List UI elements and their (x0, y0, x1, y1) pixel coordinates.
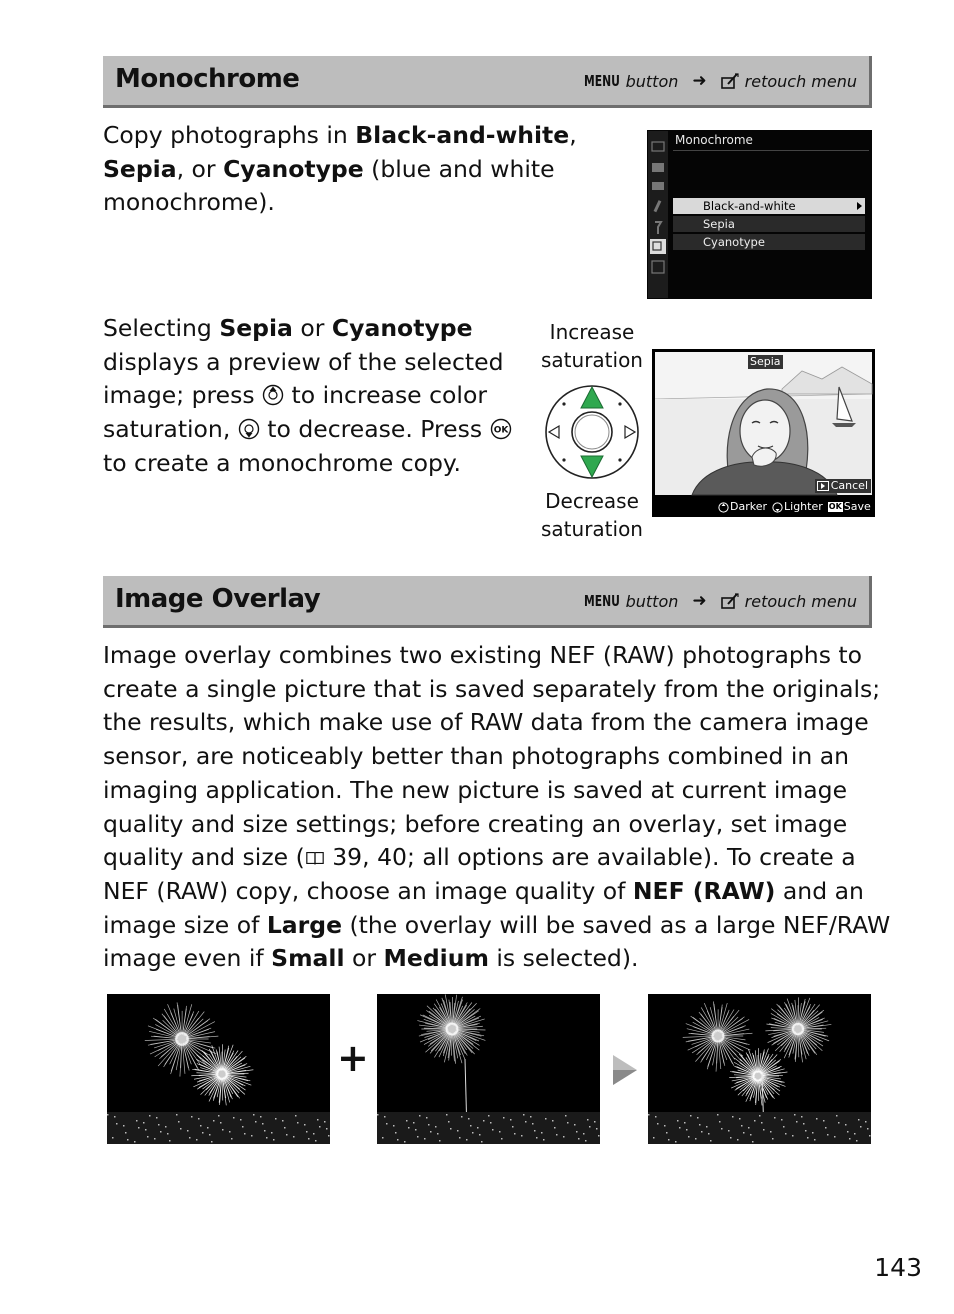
arrow-icon: ➜ (692, 591, 707, 611)
selector-down-icon (772, 502, 783, 513)
preview-footer (718, 500, 871, 514)
fireworks-photo-1 (107, 994, 330, 1144)
menu-item-black-and-white[interactable] (673, 198, 865, 214)
menu-button-label: MENU (583, 72, 620, 90)
menu-item-label: Sepia (703, 217, 735, 231)
button-word: button (625, 591, 679, 611)
menu-item-label: Black-and-white (703, 199, 796, 213)
svg-text:OK: OK (493, 425, 508, 436)
fireworks-photo-2 (377, 994, 600, 1144)
plus-sign: + (337, 1036, 369, 1080)
image-overlay-body-text: Image overlay combines two existing NEF (RAW) photographs to create a single picture that is saved separately from the originals; the results, which make use of RAW data from the camera image sensor, are noticeably better than photographs combined in an imaging application. The new picture is saved at current image quality and size settings; before creating an overlay, set image quality and size ( 39, 40; all options are available). To create a NEF (RAW) copy, choose an image quality of NEF (RAW) and an image size of Large (the overlay will be saved as a large NEF/RAW image even if Small or Medium is selected). (103, 641, 891, 973)
increase-saturation-label: Increase saturation (541, 320, 643, 372)
triangle-right-icon (857, 202, 862, 210)
menu-item-cyanotype[interactable] (673, 234, 865, 250)
result-arrow-icon (611, 1053, 639, 1087)
page-number: 143 (874, 1253, 922, 1282)
multi-selector-diagram (537, 377, 647, 487)
camera-menu-screen (647, 130, 872, 299)
cancel-button[interactable] (815, 479, 871, 493)
cancel-label: Cancel (830, 479, 868, 492)
lighter-control[interactable] (772, 500, 823, 514)
retouch-menu-icon (721, 593, 739, 609)
camera-menu-sidebar (647, 130, 872, 299)
retouch-menu-icon (721, 73, 739, 89)
multi-selector-down-icon (238, 418, 260, 440)
monochrome-header-bar (103, 56, 872, 108)
multi-selector-up-icon (262, 384, 284, 406)
lighter-label: Lighter (784, 500, 823, 513)
book-reference-icon (305, 848, 325, 868)
arrow-icon: ➜ (692, 71, 707, 91)
menu-item-label: Cyanotype (703, 235, 765, 249)
selector-up-icon (718, 502, 729, 513)
menu-button-label: MENU (583, 592, 620, 610)
retouch-menu-label: retouch menu (744, 591, 857, 611)
monochrome-title: Monochrome (115, 64, 300, 94)
sepia-preview-screen (652, 349, 875, 517)
ok-icon: OK (828, 502, 842, 511)
camera-menu-title: Monochrome (675, 133, 753, 147)
ok-button-icon (490, 418, 512, 440)
image-overlay-header-bar (103, 576, 872, 628)
button-word: button (625, 71, 679, 91)
image-overlay-menu-path (575, 591, 857, 611)
decrease-saturation-label: Decrease saturation (541, 489, 643, 541)
retouch-menu-label: retouch menu (744, 71, 857, 91)
camera-menu-divider (673, 150, 869, 151)
darker-label: Darker (730, 500, 768, 513)
playback-icon (817, 481, 829, 491)
menu-item-sepia[interactable] (673, 216, 865, 232)
darker-control[interactable] (718, 500, 767, 514)
save-control[interactable] (828, 500, 871, 514)
monochrome-detail-text: Selecting Sepia or Cyanotype displays a preview of the selected image; press to increase color saturation, to decrease. Press OK to create a monochrome copy. (103, 312, 523, 481)
fireworks-overlay-result-photo (648, 994, 871, 1144)
sepia-badge: Sepia (750, 355, 781, 368)
image-overlay-title: Image Overlay (115, 584, 321, 614)
monochrome-menu-path (575, 71, 857, 91)
monochrome-intro-text: Copy photographs in Black-and-white, Sepia, or Cyanotype (blue and white monochrome). (103, 121, 577, 217)
save-label: Save (843, 500, 871, 513)
